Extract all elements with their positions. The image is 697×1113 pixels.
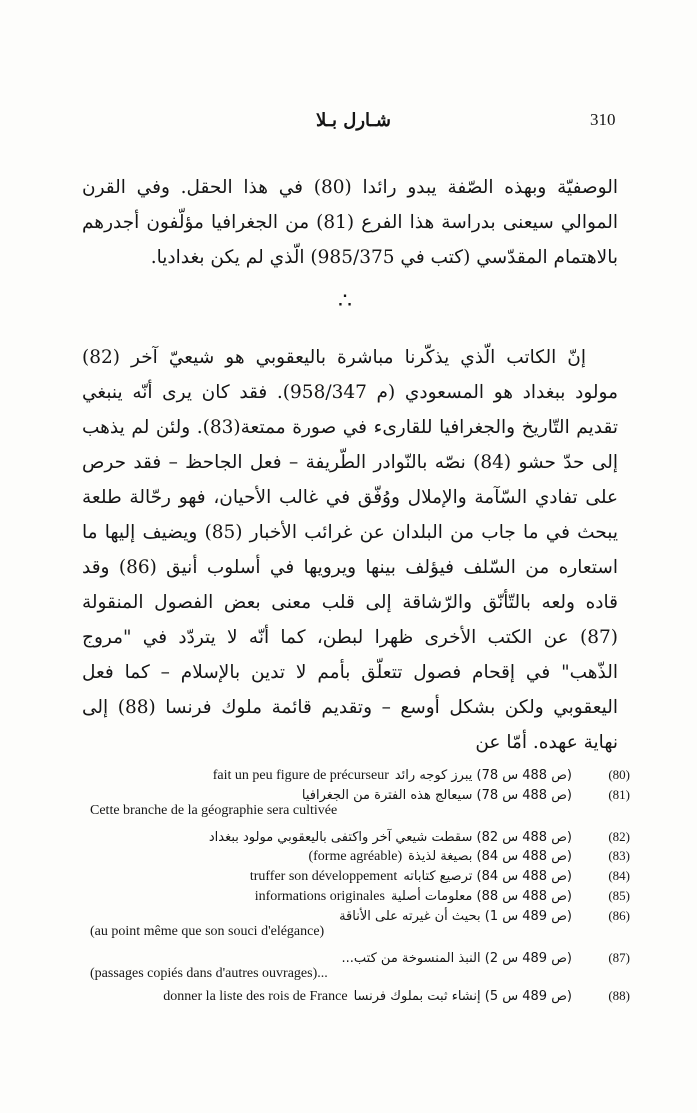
footnote-87 xyxy=(40,950,630,982)
footnote-number: (83) xyxy=(608,848,630,863)
footnote-85 xyxy=(40,888,630,905)
footnote-number: (87) xyxy=(608,950,630,965)
footnote-french: donner la liste des rois de France xyxy=(163,989,348,1004)
running-title: شـارل بـلا xyxy=(316,110,391,131)
page-header xyxy=(0,110,697,140)
footnote-arabic: (ص 488 س 88) معلومات أصلية xyxy=(390,889,572,904)
body-paragraph-2: إنّ الكاتب الّذي يذكّرنا مباشرة باليعقوبي هو شيعيّ آخر (82) مولود ببغداد هو المسعودي (م 958/347). فقد كان يرى أنّه ينبغي تقديم التّاريخ والجغرافيا للقارىء في صورة ممتعة(83). ولئن لم يذهب إلى حدّ حشو (84) نصّه بالنّوادر الطّريفة – فعل الجاحظ – فقد حرص على تفادي السّآمة والإملال ووُفّق في غالب الأحيان، فهو رحّالة طلعة يبحث في ما جاب من البلدان عن غرائب الأخبار (85) ويضيف إليها ما استعاره من السّلف فيؤلف بينها ويرويها في أسلوب أنيق (86) وقد قاده ولعه بالتّأنّق والرّشاقة إلى قلب معنى بعض الفصول المنقولة (87) عن الكتب الأخرى ظهرا لبطن، كما أنّه لا يتردّد في "مروج الذّهب" في إقحام فصول تتعلّق بأمم لا تدين بالإسلام – كما فعل اليعقوبي ولكن بشكل أوسع – وتقديم قائمة ملوك فرنسا (88) إلى نهاية عهده. أمّا عن xyxy=(82,347,619,753)
footnote-81 xyxy=(40,787,630,819)
footnote-84 xyxy=(40,868,630,885)
footnote-french: (au point même que son souci d'elégance) xyxy=(90,924,325,939)
footnote-number: (81) xyxy=(608,787,630,802)
footnote-number: (85) xyxy=(608,888,630,903)
footnote-arabic: (ص 489 س 2) النبذ المنسوخة من كتب... xyxy=(341,951,572,966)
body-paragraph-1: الوصفيّة وبهذه الصّفة يبدو رائدا (80) في هذا الحقل. وفي القرن الموالي سيعنى بدراسة هذا الفرع (81) من الجغرافيا مؤلّفون أجدرهم بالاهتمام المقدّسي (كتب في 985/375) الّذي لم يكن بغداديا. xyxy=(82,177,618,268)
footnote-arabic: (ص 488 س 78) يبرز كوجه رائد xyxy=(394,768,572,783)
footnotes xyxy=(40,767,630,1008)
footnote-88 xyxy=(40,988,630,1005)
footnote-arabic: (ص 488 س 78) سيعالج هذه الفترة من الجغرافيا xyxy=(301,788,572,803)
footnote-arabic: (ص 488 س 82) سقطت شيعي آخر واكتفى باليعقوبي مولود ببغداد xyxy=(208,830,572,845)
footnote-number: (82) xyxy=(608,829,630,844)
footnote-86 xyxy=(40,908,630,940)
footnote-number: (86) xyxy=(608,908,630,923)
footnote-number: (88) xyxy=(608,988,630,1003)
footnote-number: (80) xyxy=(608,767,630,782)
footnote-arabic: (ص 488 س 84) بصيغة لذيذة xyxy=(408,849,572,864)
footnote-number: (84) xyxy=(608,868,630,883)
footnote-french: informations originales xyxy=(254,889,385,904)
section-ornament: ∴ xyxy=(338,289,352,314)
footnote-french: (forme agréable) xyxy=(308,849,403,864)
footnote-arabic: (ص 489 س 1) بحيث أن غيرته على الأناقة xyxy=(339,909,572,924)
footnote-french: (passages copiés dans d'autres ouvrages)... xyxy=(90,966,328,981)
footnote-french: Cette branche de la géographie sera cultivée xyxy=(90,803,338,818)
footnote-arabic: (ص 489 س 5) إنشاء ثبت بملوك فرنسا xyxy=(353,989,572,1004)
footnote-french: fait un peu figure de précurseur xyxy=(212,768,389,783)
page-number: 310 xyxy=(590,110,616,129)
footnote-french: truffer son développement xyxy=(249,869,398,884)
footnote-arabic: (ص 488 س 84) ترصيع كتاباته xyxy=(403,869,572,884)
footnote-82 xyxy=(40,829,630,845)
footnote-83 xyxy=(40,848,630,865)
footnote-80 xyxy=(40,767,630,784)
